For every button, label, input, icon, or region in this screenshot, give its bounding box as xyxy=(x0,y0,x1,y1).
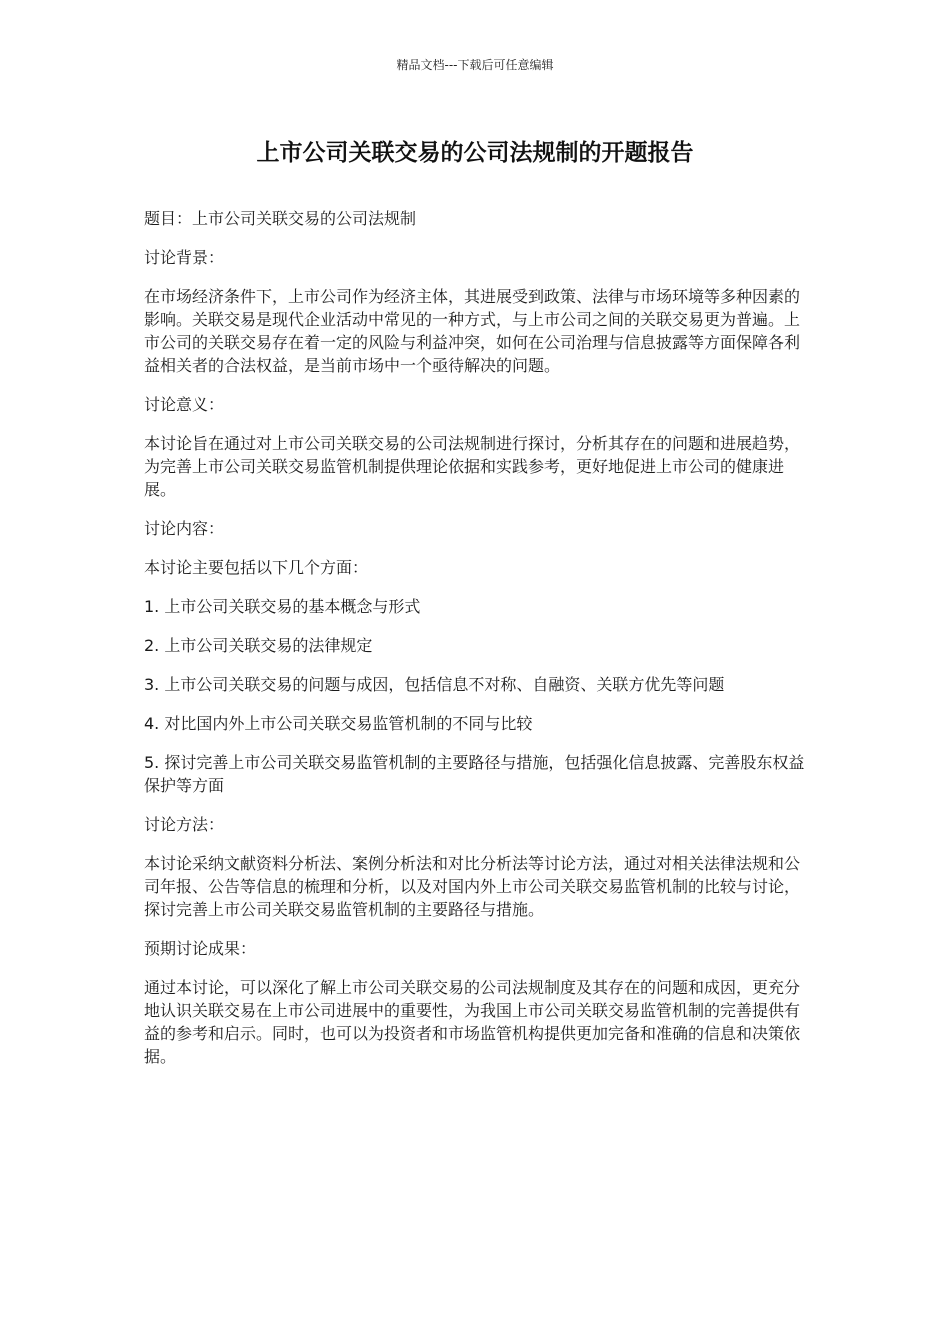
method-paragraph: 本讨论采纳文献资料分析法、案例分析法和对比分析法等讨论方法，通过对相关法律法规和公司年报、公告等信息的梳理和分析，以及对国内外上市公司关联交易监管机制的比较与讨论，探讨完善上市公司关联交易监管机制的主要路径与措施。 xyxy=(144,854,801,919)
content-heading: 讨论内容： xyxy=(144,519,225,538)
results-heading: 预期讨论成果： xyxy=(144,939,257,958)
content-item-2: 2. 上市公司关联交易的法律规定 xyxy=(144,636,373,655)
content-item-3: 3. 上市公司关联交易的问题与成因，包括信息不对称、自融资、关联方优先等问题 xyxy=(144,675,725,694)
background-heading: 讨论背景： xyxy=(144,248,225,267)
results-paragraph: 通过本讨论，可以深化了解上市公司关联交易的公司法规制度及其存在的问题和成因，更充分地认识关联交易在上市公司进展中的重要性，为我国上市公司关联交易监管机制的完善提供有益的参考和启示。同时，也可以为投资者和市场监管机构提供更加完备和准确的信息和决策依据。 xyxy=(144,978,801,1066)
header-note: 精品文档---下载后可任意编辑 xyxy=(396,58,554,72)
content-intro: 本讨论主要包括以下几个方面： xyxy=(144,558,369,577)
document-title: 上市公司关联交易的公司法规制的开题报告 xyxy=(256,140,694,166)
significance-heading: 讨论意义： xyxy=(144,395,225,414)
content-item-4: 4. 对比国内外上市公司关联交易监管机制的不同与比较 xyxy=(144,714,533,733)
background-paragraph: 在市场经济条件下，上市公司作为经济主体，其进展受到政策、法律与市场环境等多种因素的影响。关联交易是现代企业活动中常见的一种方式，与上市公司之间的关联交易更为普遍。上市公司的关联交易存在着一定的风险与利益冲突，如何在公司治理与信息披露等方面保障各利益相关者的合法权益，是当前市场中一个亟待解决的问题。 xyxy=(144,287,801,375)
content-item-1: 1. 上市公司关联交易的基本概念与形式 xyxy=(144,597,421,616)
topic-line: 题目：上市公司关联交易的公司法规制 xyxy=(144,209,417,228)
content-item-5: 5. 探讨完善上市公司关联交易监管机制的主要路径与措施，包括强化信息披露、完善股东权益保护等方面 xyxy=(144,753,805,795)
significance-paragraph: 本讨论旨在通过对上市公司关联交易的公司法规制进行探讨，分析其存在的问题和进展趋势，为完善上市公司关联交易监管机制提供理论依据和实践参考，更好地促进上市公司的健康进展。 xyxy=(144,434,801,499)
method-heading: 讨论方法： xyxy=(144,815,225,834)
document-body xyxy=(144,207,806,1084)
